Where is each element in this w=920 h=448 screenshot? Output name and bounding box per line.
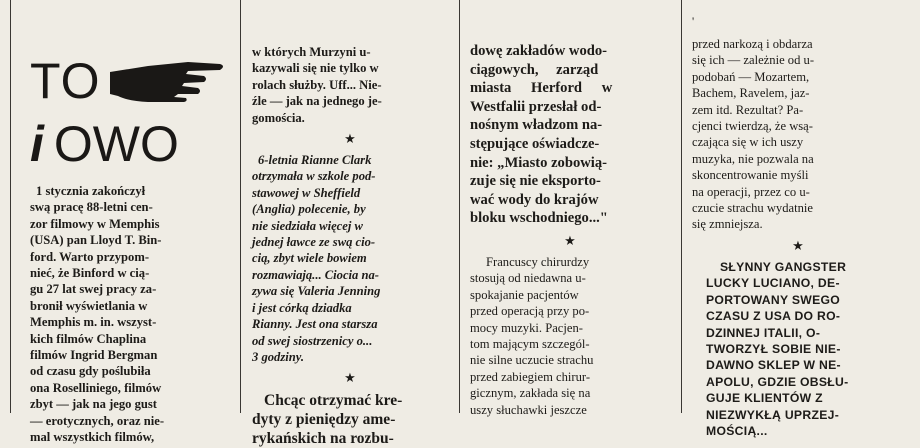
text-line: mocy muzyki. Pacjen- — [470, 320, 583, 335]
article-binford — [30, 183, 230, 446]
article-herford-headline — [252, 391, 448, 448]
text-line: 3 godziny. — [252, 349, 305, 364]
text-line: TWORZYŁ SOBIE NIE- — [706, 341, 841, 356]
star-separator: ★ — [344, 131, 356, 147]
text-line: przed narkozą i obdarza — [692, 37, 813, 51]
text-line: przed operacją przy po- — [470, 304, 590, 319]
text-line: się zmniejsza. — [692, 217, 763, 232]
logo-i: i — [30, 116, 44, 172]
text-line: bronił wyświetlania w — [30, 298, 148, 313]
text-line: rykańskich na rozbu- — [252, 430, 394, 448]
text-line: kazywali się nie tylko w — [252, 61, 379, 76]
text-line: czucie strachu wydatnie — [692, 201, 813, 216]
text-line: GUJE KLIENTÓW Z — [706, 391, 823, 406]
column-2 — [252, 0, 448, 448]
text-line: gu 27 lat swej pracy za- — [30, 282, 157, 297]
text-line: stosują od niedawna u- — [470, 271, 586, 286]
text-line: miasta Herford w — [470, 80, 613, 97]
text-line: Rianny. Jest ona starsza — [252, 317, 378, 332]
text-line: jednej ławce ze swą cio- — [252, 235, 376, 250]
text-line: uszy słuchawki jeszcze — [470, 402, 587, 417]
text-line: zor filmowy w Memphis — [30, 216, 160, 231]
text-line: zuje się nie eksporto- — [470, 173, 601, 190]
text-line: ciągowych, zarząd — [470, 61, 599, 78]
text-line: Westfalii przesłał od- — [470, 98, 602, 115]
text-line: źle — jak na jednego je- — [252, 94, 382, 109]
text-line: zywa się Valeria Jenning — [252, 284, 381, 299]
column-4 — [692, 0, 904, 438]
text-line: PORTOWANY SWEGO — [706, 292, 841, 307]
text-line: filmów Ingrid Bergman — [30, 348, 158, 363]
text-line: od swej siostrzenicy o... — [252, 333, 373, 348]
article-herford-continued — [470, 42, 670, 228]
text-line: zem itd. Rezultat? Pa- — [692, 102, 804, 117]
text-line: kich filmów Chaplina — [30, 331, 147, 346]
text-line: rolach służby. Uff... Nie- — [252, 77, 382, 92]
star-separator: ★ — [564, 232, 576, 248]
text-line: wać wody do krajów — [470, 191, 599, 208]
text-line: nośnym władzom na- — [470, 117, 603, 134]
text-line: bloku wschodniego..." — [470, 210, 608, 227]
text-line: MOŚCIĄ... — [706, 423, 768, 438]
text-line: podobań — Mozartem, — [692, 69, 810, 84]
text-line: się ich — zależnie od u- — [692, 53, 815, 68]
text-line: DAWNO SKLEP W NE- — [706, 358, 841, 373]
text-line: SŁYNNY GANGSTER — [720, 259, 847, 274]
logo-owo: OWO — [53, 116, 179, 172]
column-rule-1 — [240, 0, 241, 413]
text-line: Memphis m. in. wszyst- — [30, 315, 157, 330]
text-line: czająca się w ich uszy — [692, 135, 804, 150]
text-line: dyty z pieniędzy ame- — [252, 411, 396, 429]
pointing-hand-icon — [108, 58, 228, 102]
text-line: DZINNEJ ITALII, O- — [706, 325, 821, 340]
text-line: nie silne uczucie strachu — [470, 353, 594, 368]
text-line: gicznym, zakłada się na — [470, 386, 591, 401]
text-line: NIEZWYKŁĄ UPRZEJ- — [706, 407, 840, 422]
article-lucky-luciano — [692, 259, 904, 439]
logo-i-owo — [30, 118, 179, 170]
text-line: nie: „Miasto zobowią- — [470, 154, 608, 171]
text-line: Bachem, Ravelem, jaz- — [692, 86, 810, 101]
text-line: i jest córką dziadka — [252, 300, 352, 315]
text-line: tom mającym szczegól- — [470, 336, 590, 351]
article-french-surgeons — [470, 254, 670, 418]
article-rianne-clark — [252, 152, 448, 365]
text-line: LUCKY LUCIANO, DE- — [706, 276, 840, 291]
text-line: nie siedziała więcej w — [252, 218, 363, 233]
text-line: 6-letnia Rianne Clark — [258, 153, 372, 168]
text-line: cią, zbyt wiele bowiem — [252, 251, 367, 266]
column-1 — [30, 0, 230, 445]
star-separator: ★ — [344, 370, 356, 386]
text-line: Chcąc otrzymać kre- — [264, 392, 403, 410]
text-line: zbyt — jak na jego gust — [30, 397, 157, 412]
text-line: dowę zakładów wodo- — [470, 43, 608, 59]
text-line: Francuscy chirurdzy — [486, 254, 590, 269]
text-line: ford. Warto przypom- — [30, 249, 150, 264]
text-line: od czasu gdy poślubiła — [30, 364, 151, 379]
text-line: muzyka, nie pozwala na — [692, 151, 814, 166]
text-line: rozmawiają... Ciocia na- — [252, 267, 380, 282]
text-line: (Anglia) polecenie, by — [252, 202, 366, 217]
star-separator: ★ — [792, 237, 804, 253]
text-line: CZASU Z USA DO RO- — [706, 309, 841, 324]
text-line: swą pracę 88-letni cen- — [30, 200, 153, 215]
column-rule-2 — [459, 0, 460, 413]
text-line: otrzymała w szkole pod- — [252, 169, 376, 184]
text-line: spokajanie pacjentów — [470, 287, 579, 302]
text-line: APOLU, GDZIE OBSŁU- — [706, 374, 849, 389]
text-line: stawowej w Sheffield — [252, 185, 361, 200]
column-3 — [470, 0, 670, 417]
text-line: mal wszystkich filmów, — [30, 430, 155, 445]
text-line: stępujące oświadcze- — [470, 135, 600, 152]
text-line: w których Murzyni u- — [252, 45, 371, 59]
text-line: (USA) pan Lloyd T. Bin- — [30, 233, 162, 248]
text-line: ona Roselliniego, filmów — [30, 380, 162, 395]
text-line: nieć, że Binford w cią- — [30, 266, 150, 281]
text-line: na operacji, przez co u- — [692, 184, 810, 199]
text-line: 1 stycznia zakończył — [36, 184, 146, 198]
logo-to: TO — [30, 53, 101, 109]
text-line: skoncentrowanie myśli — [692, 168, 809, 183]
text-line: przed zabiegiem chirur- — [470, 369, 591, 384]
text-line: — erotycznych, oraz nie- — [30, 413, 165, 428]
text-line: gomościa. — [252, 110, 305, 125]
column-rule-3 — [681, 0, 682, 413]
text-line: cjenci twierdzą, że wsą- — [692, 119, 813, 134]
article-binford-continued — [252, 44, 448, 126]
column-rule-left — [10, 0, 11, 413]
top-mark: ' — [692, 14, 695, 28]
article-french-surgeons-continued — [692, 36, 904, 233]
